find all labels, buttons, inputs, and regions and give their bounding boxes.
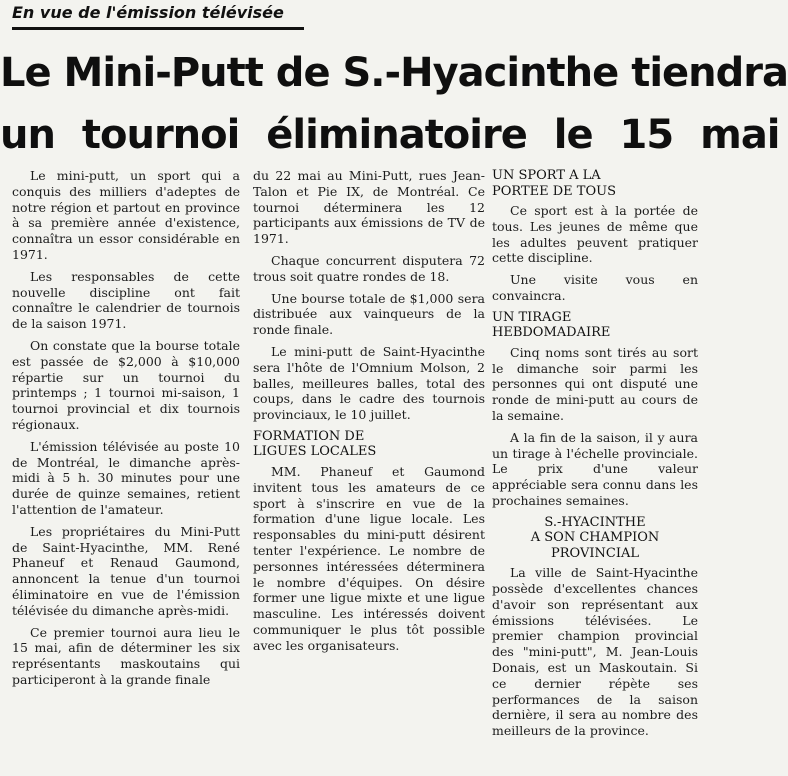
paragraph: Chaque concurrent disputera 72 trous soit quatre rondes de 18. <box>253 252 485 284</box>
subhead-formation-ligues: FORMATION DE LIGUES LOCALES <box>253 428 377 460</box>
kicker: En vue de l'émission télévisée <box>12 3 284 22</box>
paragraph: Une visite vous en convaincra. <box>492 272 698 303</box>
paragraph: Le mini-putt de Saint-Hyacinthe sera l'hôte de l'Omnium Molson, 2 balles, meilleures balles, total des coups, dans le cadre des tournois provinciaux, le 10 juillet. <box>253 343 485 423</box>
paragraph: On constate que la bourse totale est passée de $2,000 à $10,000 répartie sur un tournoi du printemps ; 1 tournoi mi-saison, 1 tournoi provincial et dix tournois régionaux. <box>12 337 240 432</box>
headline-line-1: Le Mini-Putt de S.-Hyacinthe tiendra <box>0 50 788 96</box>
paragraph: A la fin de la saison, il y aura un tirage à l'échelle provinciale. Le prix d'une valeur appréciable sera connu dans les prochaines semaines. <box>492 429 698 508</box>
kicker-underline <box>12 27 304 30</box>
paragraph: Les responsables de cette nouvelle discipline ont fait connaître le calendrier de tournois de la saison 1971. <box>12 268 240 332</box>
paragraph: La ville de Saint-Hyacinthe possède d'excellentes chances d'avoir son représentant aux émissions télévisées. Le premier champion provincial des "mini-putt", M. Jean-Louis Donais, est un Maskoutain. Si ce dernier répète ses performances de la saison dernière, il sera au nombre des meilleurs de la province. <box>492 565 698 739</box>
paragraph: Ce premier tournoi aura lieu le 15 mai, afin de déterminer les six représentants maskoutains qui participeront à la grande finale <box>12 624 240 687</box>
paragraph: Cinq noms sont tirés au sort le dimanche soir parmi les personnes qui ont disputé une ronde de mini-putt au cours de la semaine. <box>492 344 698 423</box>
article-column-3 <box>492 168 698 745</box>
subhead-tirage: UN TIRAGE HEBDOMADAIRE <box>492 309 611 341</box>
headline-line-2: un tournoi éliminatoire le 15 mai <box>0 112 780 158</box>
paragraph: MM. Phaneuf et Gaumond invitent tous les amateurs de ce sport à s'inscrire en vue de la formation d'une ligue locale. Les responsables du mini-putt désirent tenter l'expérience. Le nombre de personnes intéressées déterminera le nombre d'équipes. On désire former une ligue mixte et une ligue masculine. Les intéressés doivent communiquer le plus tôt possible avec les organisateurs. <box>253 463 485 653</box>
paragraph: Les propriétaires du Mini-Putt de Saint-Hyacinthe, MM. René Phaneuf et Renaud Gaumond, annoncent la tenue d'un tournoi éliminatoire en vue de l'émission télévisée du dimanche après-midi. <box>12 523 240 618</box>
article-column-2 <box>253 168 485 660</box>
subhead-sport-portee: UN SPORT A LA PORTEE DE TOUS <box>492 168 616 199</box>
paragraph: Ce sport est à la portée de tous. Les jeunes de même que les adultes peuvent pratiquer cette discipline. <box>492 203 698 266</box>
paragraph: L'émission télévisée au poste 10 de Montréal, le dimanche après-midi à 5 h. 30 minutes pour une durée de quinze semaines, retient l'attention de l'amateur. <box>12 438 240 517</box>
paragraph: Une bourse totale de $1,000 sera distribuée aux vainqueurs de la ronde finale. <box>253 290 485 338</box>
article-column-1 <box>12 168 240 694</box>
paragraph: Le mini-putt, un sport qui a conquis des milliers d'adeptes de notre région et partout en province à sa première année d'existence, connaîtra un essor considérable en 1971. <box>12 168 240 262</box>
paragraph: du 22 mai au Mini-Putt, rues Jean-Talon et Pie IX, de Montréal. Ce tournoi déterminera les 12 participants aux émissions de TV de 1971. <box>253 168 485 247</box>
subhead-champion: S.-HYACINTHE A SON CHAMPION PROVINCIAL <box>530 514 660 561</box>
